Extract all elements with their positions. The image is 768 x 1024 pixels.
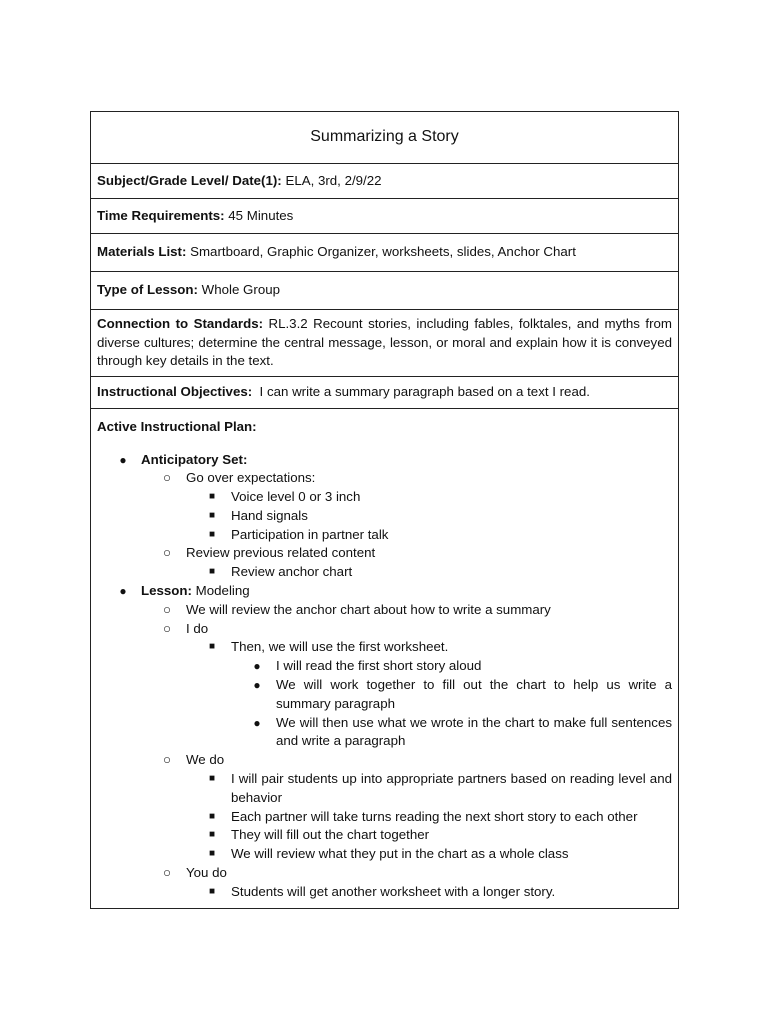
review-class-text: We will review what they put in the chart as a whole class xyxy=(231,846,569,862)
square-bullet-icon: ■ xyxy=(208,829,216,841)
bullet-icon: ● xyxy=(119,584,127,599)
square-bullet-icon: ■ xyxy=(208,641,216,653)
review-prev-text: Review previous related content xyxy=(186,545,376,561)
participation-text: Participation in partner talk xyxy=(231,526,389,542)
list-item xyxy=(96,469,672,544)
standards-row xyxy=(91,310,679,377)
circle-bullet-icon: ○ xyxy=(162,470,172,486)
materials-value: Smartboard, Graphic Organizer, worksheets, slides, Anchor Chart xyxy=(186,244,576,260)
standards-label: Connection to Standards: xyxy=(97,316,264,332)
list-item xyxy=(96,563,672,582)
time-value: 45 Minutes xyxy=(224,207,294,223)
i-do-text: I do xyxy=(186,620,209,636)
list-item xyxy=(96,676,672,714)
lesson-type-value: Whole Group xyxy=(197,282,281,298)
square-bullet-icon: ■ xyxy=(208,848,216,860)
list-item xyxy=(96,845,672,864)
title-row xyxy=(91,112,679,164)
subject-value: ELA, 3rd, 2/9/22 xyxy=(281,172,382,188)
lesson-label: Lesson: xyxy=(141,583,192,599)
objectives-label: Instructional Objectives: xyxy=(97,384,253,400)
list-item xyxy=(96,544,672,582)
circle-bullet-icon: ○ xyxy=(162,545,172,561)
square-bullet-icon: ■ xyxy=(208,528,216,540)
square-bullet-icon: ■ xyxy=(208,491,216,503)
list-item xyxy=(96,770,672,808)
square-bullet-icon: ■ xyxy=(208,810,216,822)
list-item xyxy=(96,657,672,676)
standards-value: RL.3.2 Recount stories, including fables, folktales, and myths from diverse cultures; determine the central message, lesson, or moral and explain how it is conveyed through key details in the text. xyxy=(97,316,672,369)
circle-bullet-icon: ○ xyxy=(162,752,172,768)
materials-label: Materials List: xyxy=(97,244,187,260)
plan-list xyxy=(97,451,672,902)
lesson-plan-table xyxy=(90,111,679,909)
list-item xyxy=(96,864,672,902)
fill-chart-text: They will fill out the chart together xyxy=(231,827,430,843)
go-over-text: Go over expectations: xyxy=(186,470,316,486)
plan-row xyxy=(91,409,679,909)
square-bullet-icon: ■ xyxy=(208,566,216,578)
then-use-text: We will then use what we wrote in the chart to make full sentences and write a paragraph xyxy=(276,714,672,749)
circle-bullet-icon: ○ xyxy=(162,865,172,881)
list-item xyxy=(96,601,672,620)
lesson-value: Modeling xyxy=(191,583,250,599)
list-item xyxy=(96,620,672,752)
objectives-row xyxy=(91,377,679,409)
list-item xyxy=(96,751,672,864)
circle-bullet-icon: ○ xyxy=(162,620,172,636)
plan-label: Active Instructional Plan: xyxy=(97,419,257,434)
square-bullet-icon: ■ xyxy=(208,885,216,897)
list-item xyxy=(96,526,672,545)
time-row xyxy=(91,199,679,234)
we-review-text: We will review the anchor chart about how to write a summary xyxy=(186,601,551,617)
read-aloud-text: I will read the first short story aloud xyxy=(276,658,482,674)
work-together-text: We will work together to fill out the chart to help us write a summary paragraph xyxy=(276,677,672,711)
anticipatory-label: Anticipatory Set: xyxy=(141,451,248,467)
then-first-text: Then, we will use the first worksheet. xyxy=(231,639,449,655)
voice-text: Voice level 0 or 3 inch xyxy=(231,489,361,505)
lesson-type-label: Type of Lesson: xyxy=(97,282,198,298)
list-item xyxy=(96,488,672,507)
list-item xyxy=(96,883,672,902)
list-item xyxy=(96,808,672,827)
subject-label: Subject/Grade Level/ Date(1): xyxy=(97,172,282,188)
square-bullet-icon: ■ xyxy=(208,773,216,785)
bullet-icon: ● xyxy=(253,659,261,674)
partner-turns-text: Each partner will take turns reading the next short story to each other xyxy=(231,808,638,824)
we-do-text: We do xyxy=(186,752,225,768)
list-item xyxy=(96,826,672,845)
list-item xyxy=(96,507,672,526)
you-do-text: You do xyxy=(186,865,227,881)
students-get-text: Students will get another worksheet with a longer story. xyxy=(231,883,556,899)
lesson-type-row xyxy=(91,272,679,310)
list-item xyxy=(96,714,672,752)
objectives-value: I can write a summary paragraph based on a text I read. xyxy=(252,384,590,400)
list-item xyxy=(96,638,672,751)
hand-text: Hand signals xyxy=(231,507,308,523)
subject-row xyxy=(91,164,679,199)
time-label: Time Requirements: xyxy=(97,207,225,223)
bullet-icon: ● xyxy=(253,715,261,730)
bullet-icon: ● xyxy=(253,678,261,693)
list-item xyxy=(97,451,672,583)
square-bullet-icon: ■ xyxy=(208,509,216,521)
list-item xyxy=(97,582,672,902)
circle-bullet-icon: ○ xyxy=(162,601,172,617)
bullet-icon: ● xyxy=(119,452,127,467)
pair-text: I will pair students up into appropriate partners based on reading level and behavior xyxy=(231,771,672,805)
document-title: Summarizing a Story xyxy=(91,112,679,164)
materials-row xyxy=(91,234,679,272)
review-anchor-text: Review anchor chart xyxy=(231,564,353,580)
